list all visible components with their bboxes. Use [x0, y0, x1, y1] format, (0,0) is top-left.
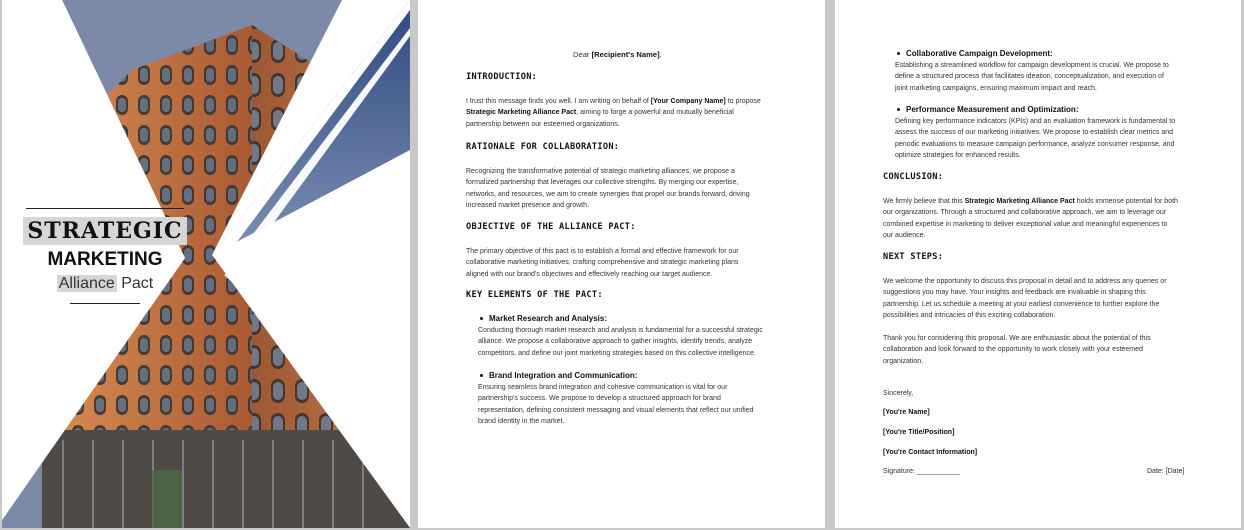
brand-integration-line: brand identity in the market.: [478, 418, 565, 426]
document-page-2: [418, 0, 825, 528]
brand-integration-line: representation, defining consistent messaging and visual elements that reflect our unified: [478, 406, 754, 414]
thanks-line: Thank you for considering this proposal. We are enthusiastic about the potential of this: [883, 335, 1151, 342]
performance-line: periodic evaluations to measure campaign performance, analyze consumer response, and: [895, 140, 1175, 148]
bullet-market-research: [466, 313, 607, 324]
date-line: Date: [Date]: [1147, 468, 1185, 475]
cover-top-rule: [26, 208, 184, 209]
cover-title-alliance: Alliance: [58, 275, 115, 292]
cover-title-strategic: STRATEGIC: [23, 217, 186, 245]
performance-title: Performance Measurement and Optimization:: [906, 105, 1079, 114]
cover-title-pact: Pact: [121, 275, 154, 292]
next-steps-line: possibilities and intricacies of this exciting collaboration.: [883, 312, 1056, 320]
market-research-line: alliance. We propose a collaborative approach to gather insights, identify trends, analyze: [478, 338, 753, 346]
rationale-line: increased market presence and growth.: [466, 202, 589, 210]
sender-title-placeholder: [You're Title/Position]: [883, 429, 955, 436]
conclusion-line: combined expertise in marketing to deliver exceptional value and meaningful experiences to: [883, 220, 1168, 228]
market-research-line: competitors, and define our joint marketing strategies based on this collective intelligence.: [478, 349, 756, 357]
brand-integration-title: Brand Integration and Communication:: [489, 371, 638, 380]
bullet-performance: [883, 104, 1078, 115]
brand-integration-line: Ensuring seamless brand integration and cohesive communication is vital for our: [478, 384, 728, 391]
market-research-title: Market Research and Analysis:: [489, 314, 607, 323]
objective-line: The primary objective of this pact is to establish a formal and effective framework for our: [466, 248, 739, 255]
introduction-heading: INTRODUCTION:: [466, 72, 538, 82]
recipient-name-placeholder: [Recipient's Name]: [591, 50, 660, 59]
objective-heading: OBJECTIVE OF THE ALLIANCE PACT:: [466, 222, 636, 232]
market-research-line: Conducting thorough market research and analysis is fundamental for a successful strategic: [478, 327, 763, 334]
campaign-line: joint marketing campaigns, ensuring maximum impact and reach.: [895, 84, 1097, 92]
conclusion-heading: CONCLUSION:: [883, 172, 944, 182]
next-steps-line: partnership. Let us schedule a meeting at your earliest convenience to further explore the: [883, 300, 1160, 308]
conclusion-text-b: holds immense potential for both: [1074, 198, 1178, 205]
next-steps-body: [883, 276, 1228, 322]
bullet-dot: [480, 374, 483, 377]
key-elements-heading: KEY ELEMENTS OF THE PACT:: [466, 290, 603, 300]
sender-name-placeholder: [You're Name]: [883, 409, 930, 416]
objective-line: collaborative marketing initiatives, crafting comprehensive and strategic marketing plans: [466, 259, 739, 267]
market-research-body: [478, 325, 808, 359]
bullet-campaign-development: [883, 48, 1053, 59]
company-name-placeholder: [Your Company Name]: [650, 98, 726, 105]
objective-body: [466, 246, 806, 280]
performance-line: assess the success of our marketing initiatives. We propose to establish clear metrics and: [895, 129, 1174, 137]
sender-contact-placeholder: [You're Contact Information]: [883, 449, 978, 456]
performance-body: [895, 116, 1225, 162]
conclusion-body: [883, 196, 1228, 242]
performance-line: optimize strategies for enhanced results.: [895, 152, 1021, 160]
cover-title-alliance-pact: [20, 275, 190, 293]
next-steps-line: We welcome the opportunity to discuss this proposal in detail and to address any queries or: [883, 278, 1167, 285]
performance-line: Defining key performance indicators (KPIs) and an evaluation framework is fundamental to: [895, 118, 1176, 125]
cover-page: [2, 0, 410, 528]
rationale-body: [466, 166, 806, 212]
signature-line: Signature: ___________: [883, 468, 960, 475]
rationale-line: Recognizing the transformative potential of strategic marketing alliances, we propose a: [466, 168, 735, 175]
document-page-3: [835, 0, 1241, 528]
closing-sincerely: Sincerely,: [883, 390, 914, 397]
objective-line: aligned with our brand's objectives and effectively reaching our target audience.: [466, 270, 713, 278]
introduction-body: [466, 96, 806, 130]
intro-pact-name: Strategic Marketing Alliance Pact: [466, 109, 577, 117]
thanks-body: [883, 333, 1228, 367]
salutation-suffix: ,: [659, 50, 662, 59]
salutation-prefix: Dear: [573, 50, 592, 59]
campaign-line: Establishing a streamlined workflow for campaign development is crucial. We propose to: [895, 62, 1169, 69]
bullet-dot: [897, 52, 900, 55]
bullet-dot: [897, 108, 900, 111]
campaign-body: [895, 60, 1225, 94]
cover-title-marketing: MARKETING: [47, 249, 163, 270]
bullet-dot: [480, 317, 483, 320]
cover-bottom-rule: [70, 303, 140, 304]
campaign-line: define a structured process that facilitates ideation, conceptualization, and execution of: [895, 73, 1164, 81]
rationale-heading: RATIONALE FOR COLLABORATION:: [466, 142, 620, 152]
conclusion-pact-name: Strategic Marketing Alliance Pact: [964, 198, 1075, 205]
thanks-line: collaboration and look forward to the opportunity to work closely with your esteemed: [883, 346, 1143, 354]
brand-integration-body: [478, 382, 808, 428]
campaign-title: Collaborative Campaign Development:: [906, 49, 1053, 58]
cover-title-block: [20, 208, 190, 304]
rationale-line: formalized partnership that leverages our collective strengths. By merging our expertise,: [466, 179, 739, 187]
bullet-brand-integration: [466, 370, 637, 381]
conclusion-line: our organizations. Through a structured and collaborative approach, we aim to leverage our: [883, 209, 1167, 217]
intro-text-a: I trust this message finds you well. I am writing on behalf of: [466, 98, 651, 105]
intro-text-d: , aiming to forge a powerful and mutually beneficial: [576, 109, 734, 117]
thanks-line: organization.: [883, 357, 924, 365]
intro-text-b: to propose: [725, 98, 761, 105]
conclusion-text-a: We firmly believe that this: [883, 198, 965, 205]
next-steps-heading: NEXT STEPS:: [883, 252, 944, 262]
next-steps-line: suggestions you may have. Your insights and feedback are invaluable in shaping this: [883, 289, 1146, 297]
intro-text-e: partnership between our esteemed organizations.: [466, 120, 620, 128]
salutation: [573, 49, 662, 60]
rationale-line: networks, and resources, we aim to create synergies that propel our brands forward, driving: [466, 190, 750, 198]
conclusion-line: our audience.: [883, 232, 926, 240]
brand-integration-line: partnership's success. We propose to develop a structured approach for brand: [478, 395, 721, 403]
